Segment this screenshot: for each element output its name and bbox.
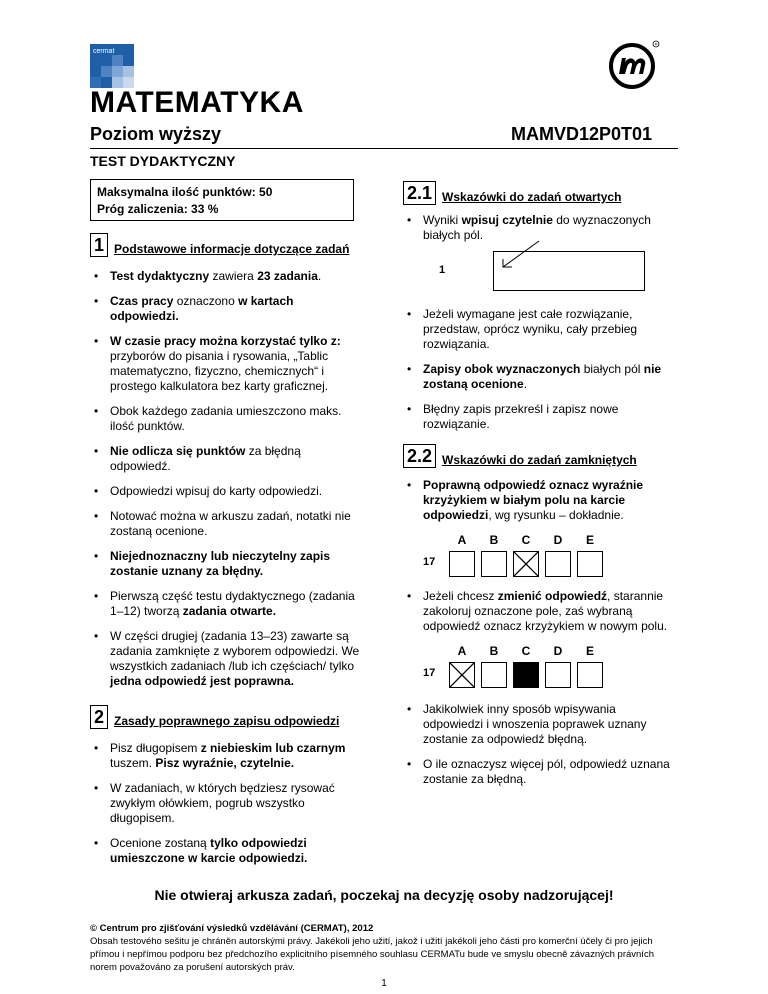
open-answer-demo: [403, 247, 679, 295]
list-item: • Obok każdego zadania umieszczono maks. ilość punktów.: [90, 404, 360, 434]
svg-text:R: R: [654, 41, 658, 47]
section-2-1-header: [403, 181, 679, 205]
list-item: • W czasie pracy można korzystać tylko z: przyborów do pisania i rysowania, „Tablic matematyczno, fizyczno, chemicznych“ i prostego kalkulatora bez karty graficznej.: [90, 334, 360, 394]
section-2-list: [90, 741, 360, 866]
arrow-icon: [495, 239, 543, 275]
option-letter-e: E: [585, 644, 594, 658]
list-item: • Czas pracy oznaczono w kartach odpowiedzi.: [90, 294, 360, 324]
warning-text: Nie otwieraj arkusza zadań, poczekaj na decyzję osoby nadzorującej!: [154, 887, 614, 903]
section-1-list: [90, 269, 360, 689]
option-letter-b: B: [489, 644, 499, 658]
section-2-1-title: Wskazówki do zadań otwartych: [442, 190, 622, 204]
section-2-2-list-a: [403, 478, 679, 523]
cross-icon: [514, 552, 538, 576]
list-item: • Błędny zapis przekreśl i zapisz nowe rozwiązanie.: [403, 402, 679, 432]
section-2-2-header: [403, 444, 679, 468]
option-letter-b: B: [489, 533, 499, 547]
answer-cell-d: [545, 551, 571, 577]
section-2-1-number: 2.1: [403, 181, 436, 205]
answer-cells-demo-2: [403, 644, 679, 702]
page-title: MATEMATYKA: [90, 86, 304, 119]
section-1-number: 1: [90, 233, 108, 257]
list-item: • Pisz długopisem z niebieskim lub czarnym tuszem. Pisz wyraźnie, czytelnie.: [90, 741, 360, 771]
test-title: TEST DYDAKTYCZNY: [90, 153, 236, 169]
section-1-title: Podstawowe informacje dotyczące zadań: [114, 242, 350, 256]
section-1-header: [90, 233, 360, 257]
section-2-2-list-c: [403, 702, 679, 787]
answer-cell-c: [513, 662, 539, 688]
answer-cell-c: [513, 551, 539, 577]
footer-copyright: © Centrum pro zjišťování výsledků vzdělávání (CERMAT), 2012: [90, 923, 374, 934]
answer-cell-e: [577, 551, 603, 577]
option-letter-d: D: [553, 533, 563, 547]
list-item: • W zadaniach, w których będziesz rysować zwykłym ołówkiem, pogrub wszystko długopisem.: [90, 781, 360, 826]
header-divider: [90, 148, 678, 149]
option-letter-e: E: [585, 533, 594, 547]
list-item: • Niejednoznaczny lub nieczytelny zapis zostanie uznany za błędny.: [90, 549, 360, 579]
option-letter-d: D: [553, 644, 563, 658]
list-item: • Jeżeli wymagane jest całe rozwiązanie, przedstaw, oprócz wyniku, cały przebieg rozwiązania.: [403, 307, 679, 352]
answer-cell-b: [481, 662, 507, 688]
cross-icon: [450, 663, 474, 687]
section-2-number: 2: [90, 705, 108, 729]
option-letter-c: C: [521, 533, 531, 547]
answer-cell-d: [545, 662, 571, 688]
answer-cell-b: [481, 551, 507, 577]
maturita-logo: [608, 38, 660, 90]
answer-cell-a: [449, 551, 475, 577]
list-item: • Wyniki wpisuj czytelnie do wyznaczonych białych pól.: [403, 213, 679, 243]
cermat-logo: [90, 44, 134, 88]
list-item: • Poprawną odpowiedź oznacz wyraźnie krzyżykiem w białym polu na karcie odpowiedzi, wg rysunku – dokładnie.: [403, 478, 679, 523]
level-label: Poziom wyższy: [90, 124, 222, 144]
section-2-title: Zasady poprawnego zapisu odpowiedzi: [114, 714, 340, 728]
option-letter-a: A: [457, 644, 467, 658]
option-letter-c: C: [521, 644, 531, 658]
max-points: Maksymalna ilość punktów: 50: [97, 185, 273, 199]
section-2-1-list-b: [403, 307, 679, 432]
score-info-box: [90, 179, 354, 221]
list-item: • Odpowiedzi wpisuj do karty odpowiedzi.: [90, 484, 360, 499]
section-2-2-list-b: [403, 589, 679, 634]
list-item: • Nie odlicza się punktów za błędną odpowiedź.: [90, 444, 360, 474]
list-item: • O ile oznaczysz więcej pól, odpowiedź uznana zostanie za błędną.: [403, 757, 679, 787]
demo-task-number: 17: [423, 556, 436, 568]
section-2-header: [90, 705, 360, 729]
answer-cells-demo-1: [403, 533, 679, 589]
left-column: [90, 233, 360, 876]
demo-task-number: 17: [423, 667, 436, 679]
cermat-logo-text: cermat: [93, 48, 115, 55]
list-item: • Test dydaktyczny zawiera 23 zadania.: [90, 269, 360, 284]
demo-task-number: 1: [439, 264, 446, 276]
answer-cell-a: [449, 662, 475, 688]
list-item: • Notować można w arkuszu zadań, notatki nie zostaną ocenione.: [90, 509, 360, 539]
list-item: • W części drugiej (zadania 13–23) zawarte są zadania zamknięte z wyborem odpowiedzi. We wszystkich zadaniach /lub ich częściach/ tylko jedna odpowiedź jest poprawna.: [90, 629, 360, 689]
list-item: • Zapisy obok wyznaczonych białych pól nie zostaną ocenione.: [403, 362, 679, 392]
list-item: • Jakikolwiek inny sposób wpisywania odpowiedzi i wnoszenia poprawek uznany zostanie za odpowiedź błędną.: [403, 702, 679, 747]
section-2-2-number: 2.2: [403, 444, 436, 468]
list-item: • Pierwszą część testu dydaktycznego (zadania 1–12) tworzą zadania otwarte.: [90, 589, 360, 619]
list-item: • Ocenione zostaną tylko odpowiedzi umieszczone w karcie odpowiedzi.: [90, 836, 360, 866]
answer-cell-e: [577, 662, 603, 688]
footer-text: Obsah testového sešitu je chráněn autorskými právy. Jakékoli jeho užití, jakož i užití jakékoli jeho části pro komerční účely či pro jejich přímou i nepřímou podporu bez předchozího explicitního písemného souhlasu CERMATu bude ve smyslu obecně závazných právních norem považováno za porušení autorských práv.: [90, 936, 654, 973]
right-column: [403, 181, 679, 797]
option-letter-a: A: [457, 533, 467, 547]
page-number: 1: [381, 978, 387, 989]
section-2-2-title: Wskazówki do zadań zamkniętych: [442, 453, 637, 467]
pass-threshold: Próg zaliczenia: 33 %: [97, 202, 219, 216]
footer: [90, 922, 678, 974]
list-item: • Jeżeli chcesz zmienić odpowiedź, starannie zakoloruj oznaczone pole, zaś wybraną odpowiedź oznacz krzyżykiem w nowym polu.: [403, 589, 679, 634]
test-code: MAMVD12P0T01: [510, 124, 652, 144]
